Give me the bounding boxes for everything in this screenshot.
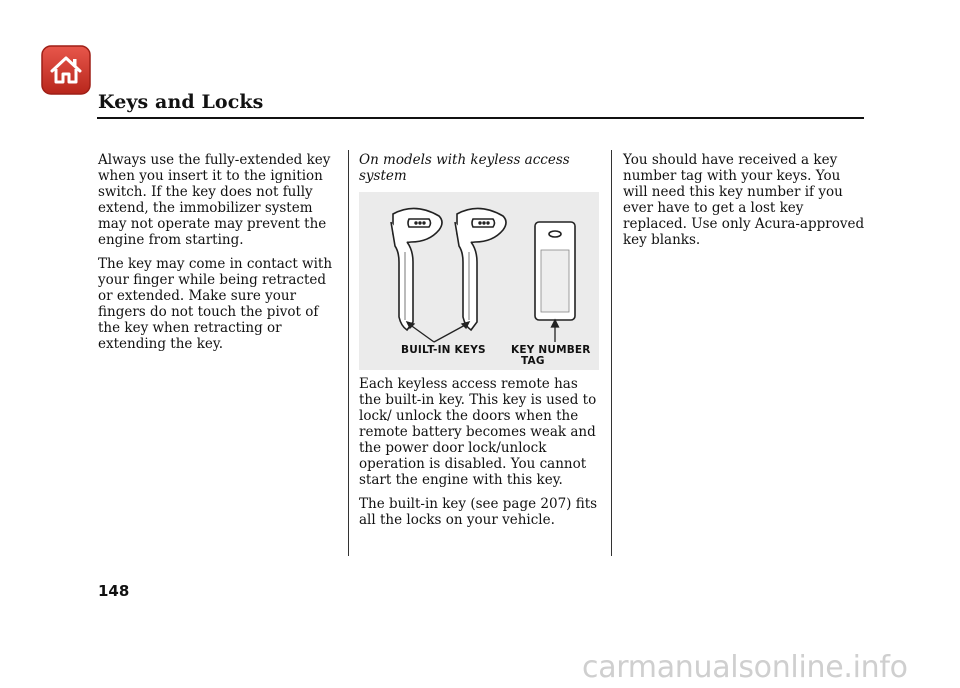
paragraph: Always use the fully-extended key when you insert it to the ignition switch. If the key does not fully extend, the immobilizer system may not operate may prevent the engine from starting.: [98, 152, 331, 248]
built-in-key-2: [455, 208, 506, 330]
header-rule: [97, 117, 864, 119]
leader-lines: [407, 320, 559, 342]
paragraph: Each keyless access remote has the built-in key. This key is used to lock/ unlock the doors when the remote battery becomes weak and the power door lock/unlock operation is disabled. You cannot start the engine with this key.: [359, 376, 597, 488]
built-in-key-1: [391, 208, 442, 330]
home-button[interactable]: [40, 44, 92, 96]
home-icon: [40, 44, 92, 96]
key-number-tag: [535, 222, 575, 320]
label-line: TAG: [521, 355, 545, 367]
column-divider: [611, 150, 612, 556]
column-1: [98, 152, 343, 360]
column-3: [623, 152, 868, 256]
column-divider: [348, 150, 349, 556]
label-built-in-keys: BUILT-IN KEYS: [401, 344, 486, 356]
label-line: KEY NUMBER: [511, 344, 591, 356]
keys-figure: [359, 192, 599, 370]
watermark: carmanualsonline.info: [582, 650, 908, 685]
page-number: 148: [98, 582, 130, 600]
paragraph: The built-in key (see page 207) fits all the locks on your vehicle.: [359, 496, 598, 528]
column-2: [359, 152, 604, 536]
paragraph: You should have received a key number tag with your keys. You will need this key number if you ever have to get a lost key replaced. Use only Acura-approved key blanks.: [623, 152, 865, 248]
figure-caption: On models with keyless access system: [359, 152, 570, 184]
section-title: Keys and Locks: [98, 91, 264, 113]
label-key-number-tag: [511, 345, 591, 367]
paragraph: The key may come in contact with your finger while being retracted or extended. Make sure your fingers do not touch the pivot of the key when retracting or extending the key.: [98, 256, 333, 352]
